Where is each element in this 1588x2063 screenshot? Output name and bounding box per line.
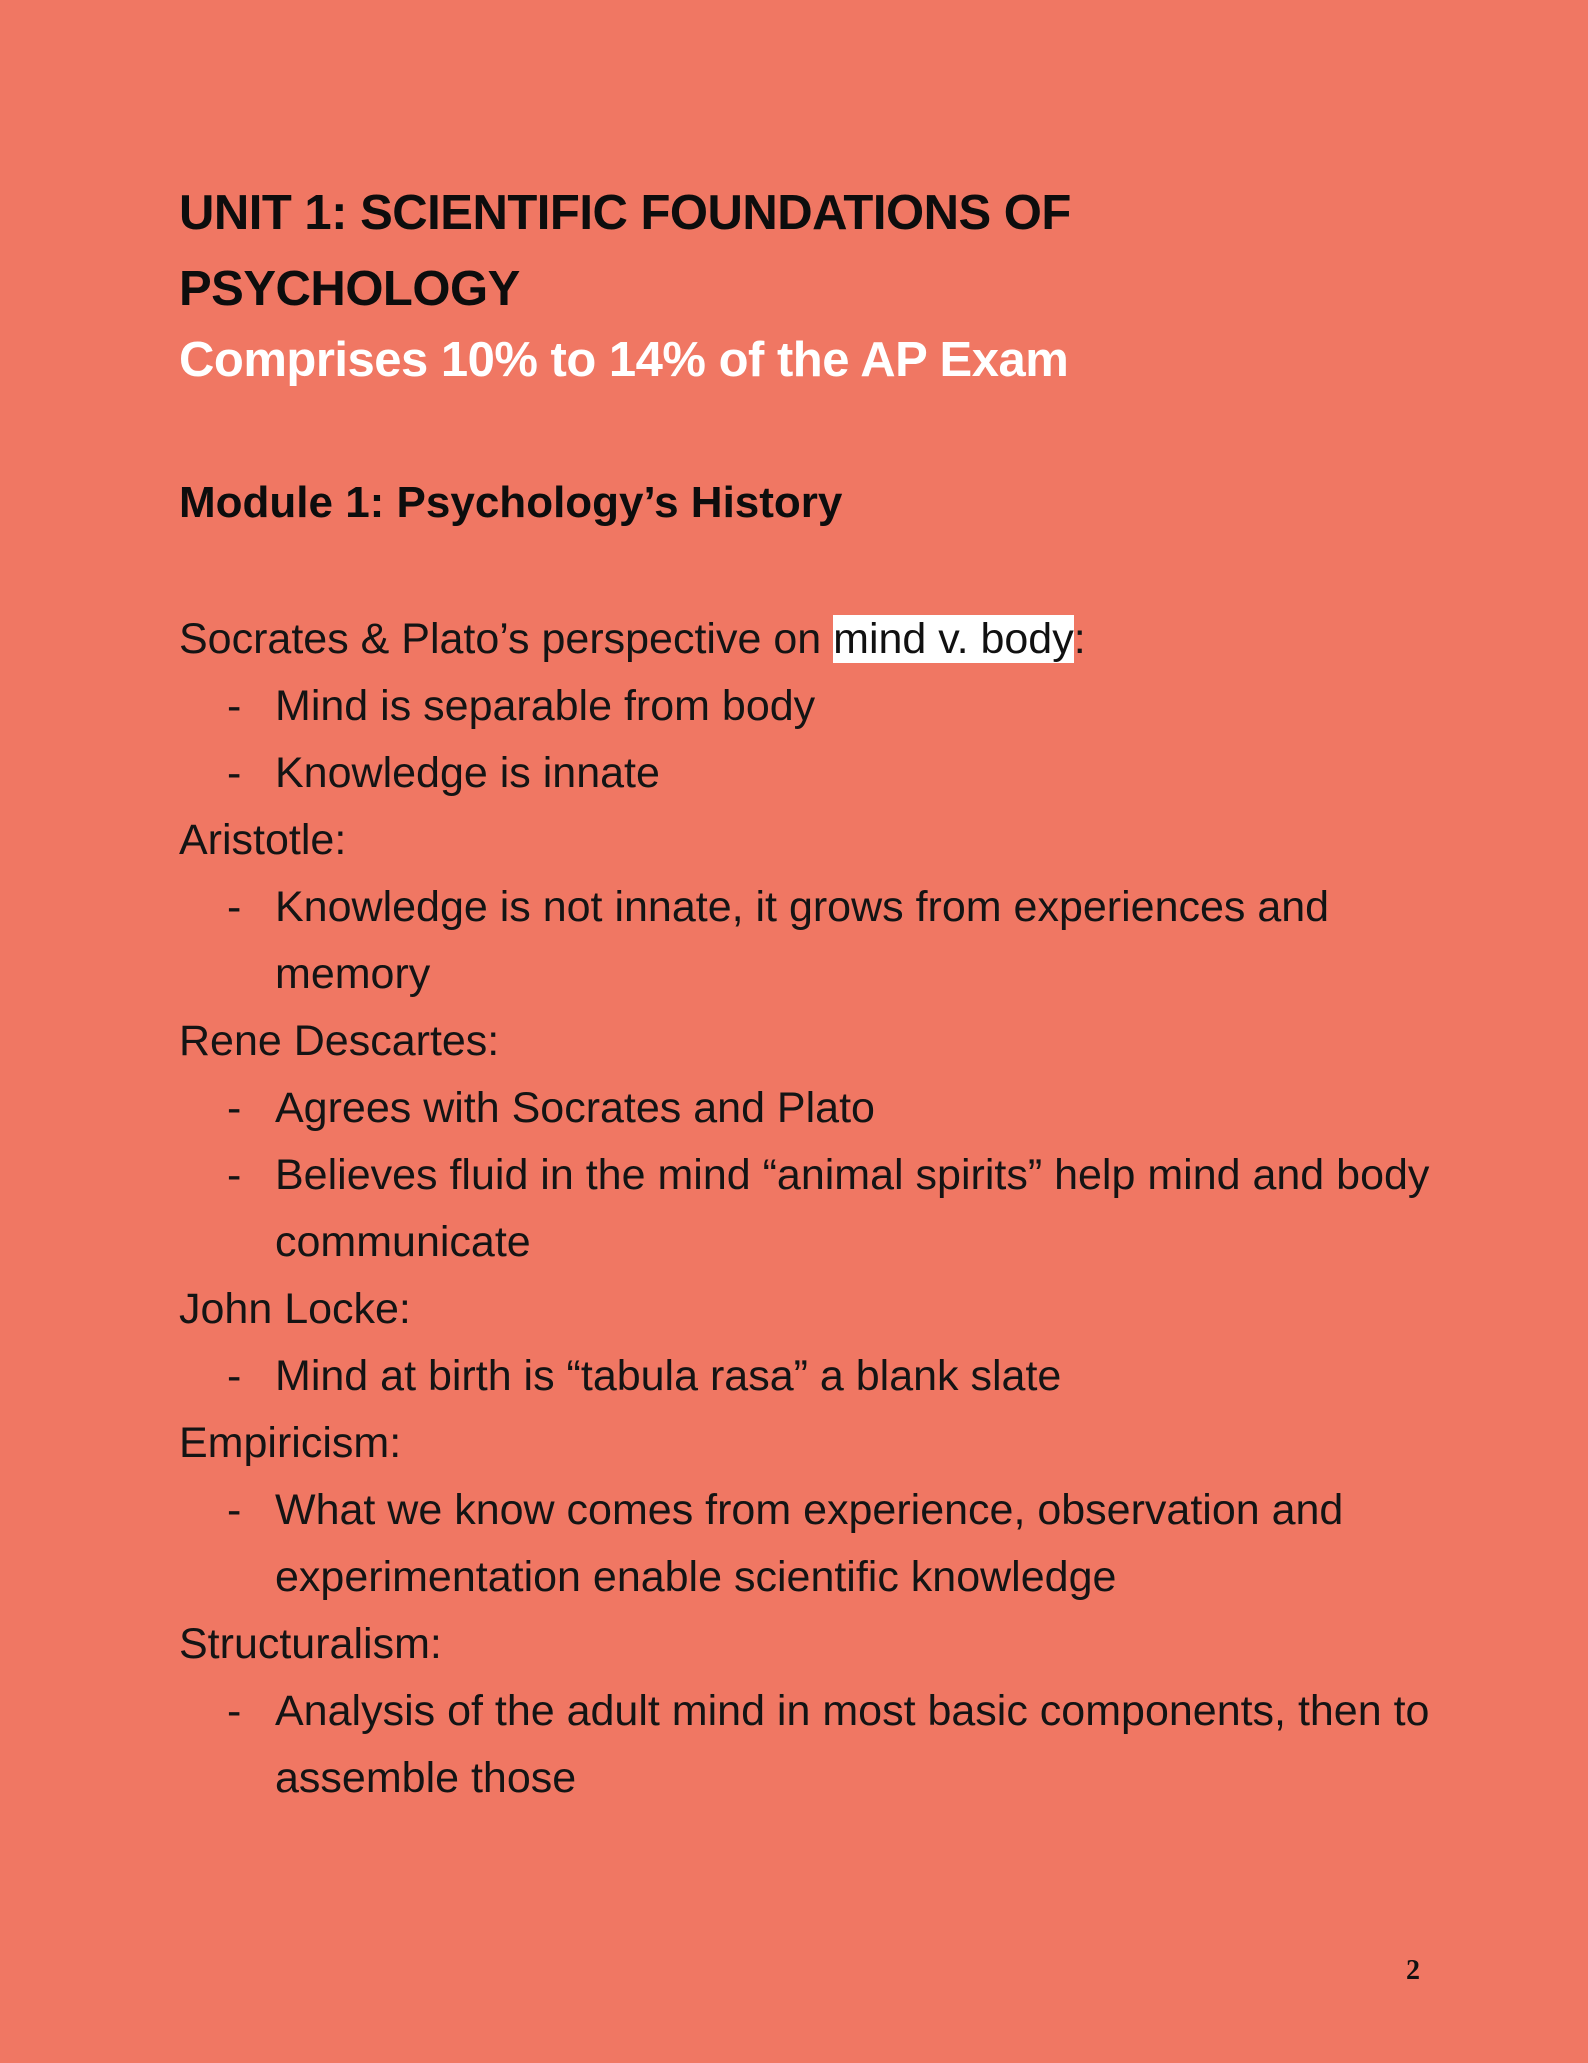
bullet-dash: - [227, 682, 242, 730]
bullet-dash: - [227, 1084, 242, 1132]
topic-suffix: : [1073, 615, 1086, 663]
bullet-item [179, 874, 1439, 1008]
bullet-text: Knowledge is innate [275, 749, 660, 797]
page-number: 2 [1406, 1955, 1420, 1986]
bullet-text: Mind at birth is “tabula rasa” a blank slate [275, 1352, 1062, 1400]
bullet-dash: - [227, 883, 242, 931]
bullet-text: Mind is separable from body [275, 682, 816, 730]
topic-heading: Aristotle: [179, 816, 347, 864]
topic-heading: John Locke: [179, 1285, 411, 1333]
bullet-dash: - [227, 1687, 242, 1735]
unit-title: UNIT 1: SCIENTIFIC FOUNDATIONS OF PSYCHOLOGY [179, 186, 1071, 316]
topic-heading: Structuralism: [179, 1620, 442, 1668]
bullet-dash: - [227, 1486, 242, 1534]
topic-heading [179, 606, 1439, 673]
bullet-item [179, 1142, 1439, 1276]
bullet-text: Believes fluid in the mind “animal spirits” help mind and body communicate [275, 1151, 1430, 1266]
notes-body [179, 606, 1439, 1812]
highlighted-text: mind v. body [833, 615, 1074, 663]
bullet-dash: - [227, 1151, 242, 1199]
bullet-text: Agrees with Socrates and Plato [275, 1084, 875, 1132]
topic-prefix: Socrates & Plato’s perspective on [179, 615, 834, 663]
topic-heading: Rene Descartes: [179, 1017, 500, 1065]
bullet-text: Analysis of the adult mind in most basic components, then to assemble those [275, 1687, 1430, 1802]
bullet-dash: - [227, 749, 242, 797]
exam-weight-subtitle: Comprises 10% to 14% of the AP Exam [179, 333, 1069, 387]
bullet-item [179, 1678, 1439, 1812]
bullet-text: What we know comes from experience, observation and experimentation enable scientific knowledge [275, 1486, 1344, 1601]
bullet-text: Knowledge is not innate, it grows from experiences and memory [275, 883, 1330, 998]
bullet-dash: - [227, 1352, 242, 1400]
module-title: Module 1: Psychology’s History [179, 478, 843, 527]
topic-heading: Empiricism: [179, 1419, 402, 1467]
bullet-item [179, 740, 1439, 807]
bullet-item [179, 1075, 1439, 1142]
bullet-item [179, 673, 1439, 740]
bullet-item [179, 1477, 1439, 1611]
bullet-item [179, 1343, 1439, 1410]
